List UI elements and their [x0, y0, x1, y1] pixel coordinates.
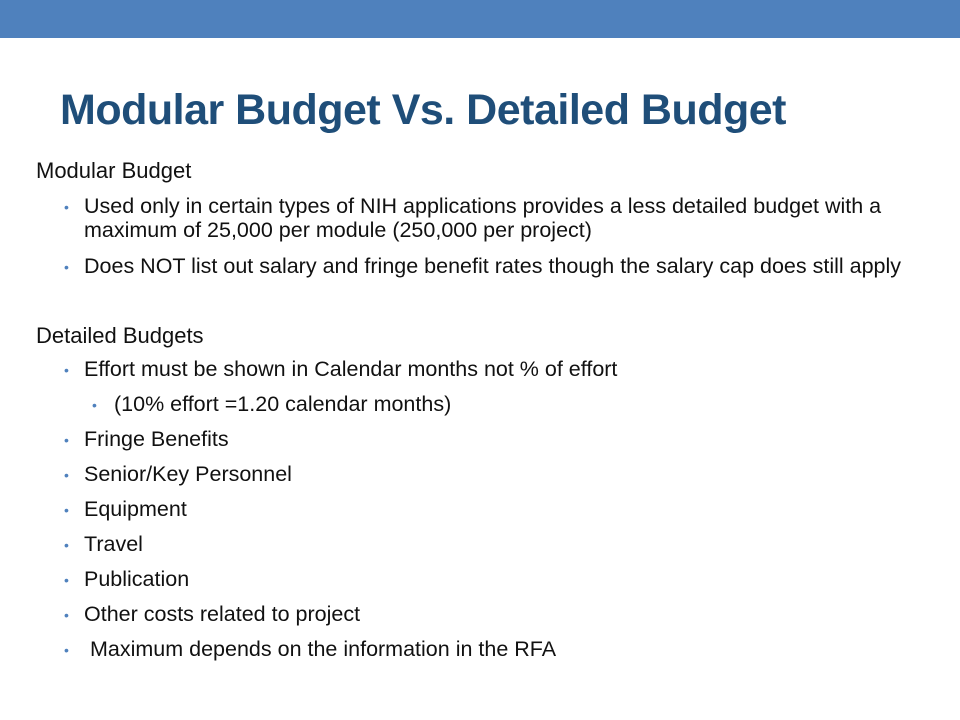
top-accent-bar [0, 0, 960, 38]
list-item: • Senior/Key Personnel [36, 462, 951, 486]
section-heading-modular: Modular Budget [36, 158, 192, 183]
list-item: • Used only in certain types of NIH applications provides a less detailed budget with a maximum of 25,000 per module (250,000 per project) [36, 194, 951, 242]
list-item: • Maximum depends on the information in the RFA [36, 637, 951, 661]
list-item: • Does NOT list out salary and fringe benefit rates though the salary cap does still apply [36, 254, 951, 278]
detailed-bullet-list [36, 357, 951, 661]
list-item: • Other costs related to project [36, 602, 951, 626]
list-item: • Publication [36, 567, 951, 591]
list-item: • (10% effort =1.20 calendar months) [36, 392, 951, 416]
list-item: • Equipment [36, 497, 951, 521]
list-item: • Travel [36, 532, 951, 556]
slide-title: Modular Budget Vs. Detailed Budget [60, 86, 786, 134]
section-heading-detailed: Detailed Budgets [36, 323, 204, 348]
modular-bullet-list [36, 194, 951, 278]
list-item: • Effort must be shown in Calendar months not % of effort [36, 357, 951, 381]
slide-body [36, 158, 951, 661]
list-item: • Fringe Benefits [36, 427, 951, 451]
